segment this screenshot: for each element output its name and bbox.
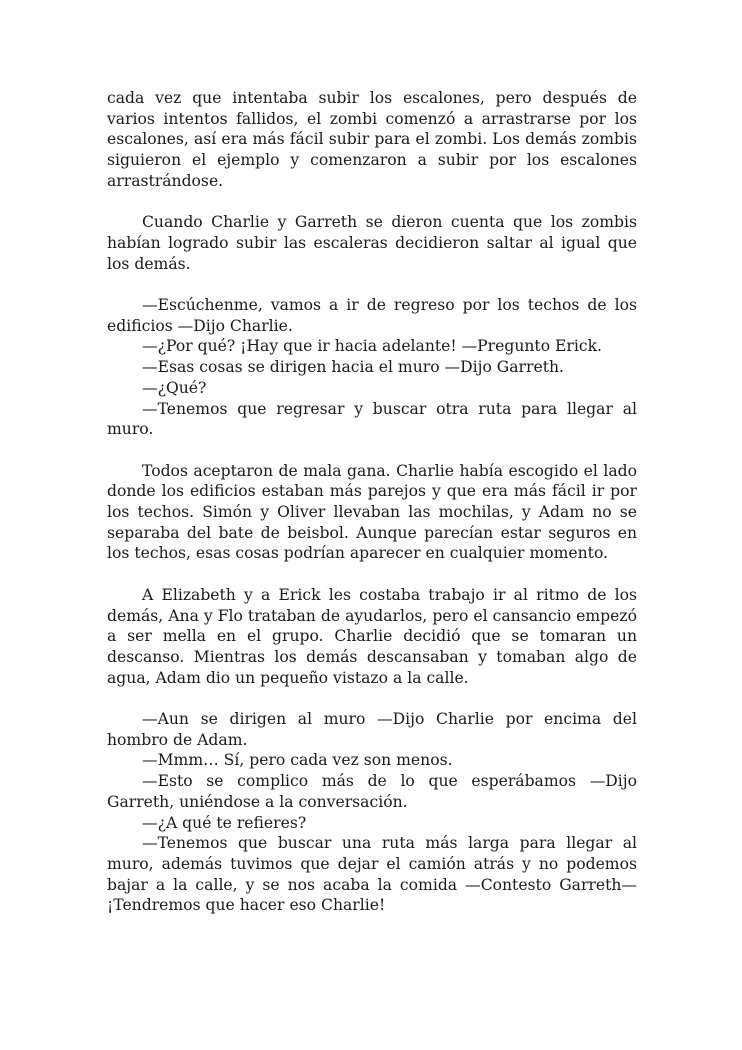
dialog-line: —Tenemos que buscar una ruta más larga para llegar al muro, además tuvimos que dejar el camión atrás y no podemos bajar a la calle, y se nos acaba la comida —Contesto Garreth— ¡Tendremos que hacer eso Charlie! [107, 834, 637, 915]
dialog-line: —¿Por qué? ¡Hay que ir hacia adelante! —Pregunto Erick. [142, 337, 603, 356]
paragraph: Todos aceptaron de mala gana. Charlie había escogido el lado donde los edificios estaban más parejos y que era más fácil ir por los techos. Simón y Oliver llevaban las mochilas, y Adam no se separaba del bate de beisbol. Aunque parecían estar seguros en los techos, esas cosas podrían aparecer en cualquier momento. [107, 461, 637, 563]
paragraph: A Elizabeth y a Erick les costaba trabajo ir al ritmo de los demás, Ana y Flo trataban de ayudarlos, pero el cansancio empezó a ser mella en el grupo. Charlie decidió que se tomaran un descanso. Mientras los demás descansaban y tomaban algo de agua, Adam dio un pequeño vistazo a la calle. [107, 585, 637, 687]
paragraph-continuation: cada vez que intentaba subir los escalones, pero después de varios intentos fallidos, el zombi comenzó a arrastrarse por los escalones, así era más fácil subir para el zombi. Los demás zombis siguieron el ejemplo y comenzaron a subir por los escalones arrastrándose. [107, 89, 637, 190]
dialog-line: —Tenemos que regresar y buscar otra ruta para llegar al muro. [107, 399, 637, 439]
dialog-block [107, 709, 637, 916]
dialog-line: —¿Qué? [142, 378, 207, 397]
dialog-line: —¿A qué te refieres? [142, 813, 307, 832]
dialog-line: —Esas cosas se dirigen hacia el muro —Dijo Garreth. [142, 358, 564, 377]
dialog-line: —Esto se complico más de lo que esperábamos —Dijo Garreth, uniéndose a la conversación. [107, 772, 637, 811]
dialog-line: —Mmm… Sí, pero cada vez son menos. [142, 751, 453, 770]
dialog-line: —Aun se dirigen al muro —Dijo Charlie por encima del hombro de Adam. [107, 710, 637, 749]
dialog-block [107, 295, 637, 440]
book-page [107, 88, 637, 937]
dialog-line: —Escúchenme, vamos a ir de regreso por los techos de los edificios —Dijo Charlie. [107, 296, 637, 335]
paragraph: Cuando Charlie y Garreth se dieron cuenta que los zombis habían logrado subir las escaleras decidieron saltar al igual que los demás. [107, 213, 637, 273]
